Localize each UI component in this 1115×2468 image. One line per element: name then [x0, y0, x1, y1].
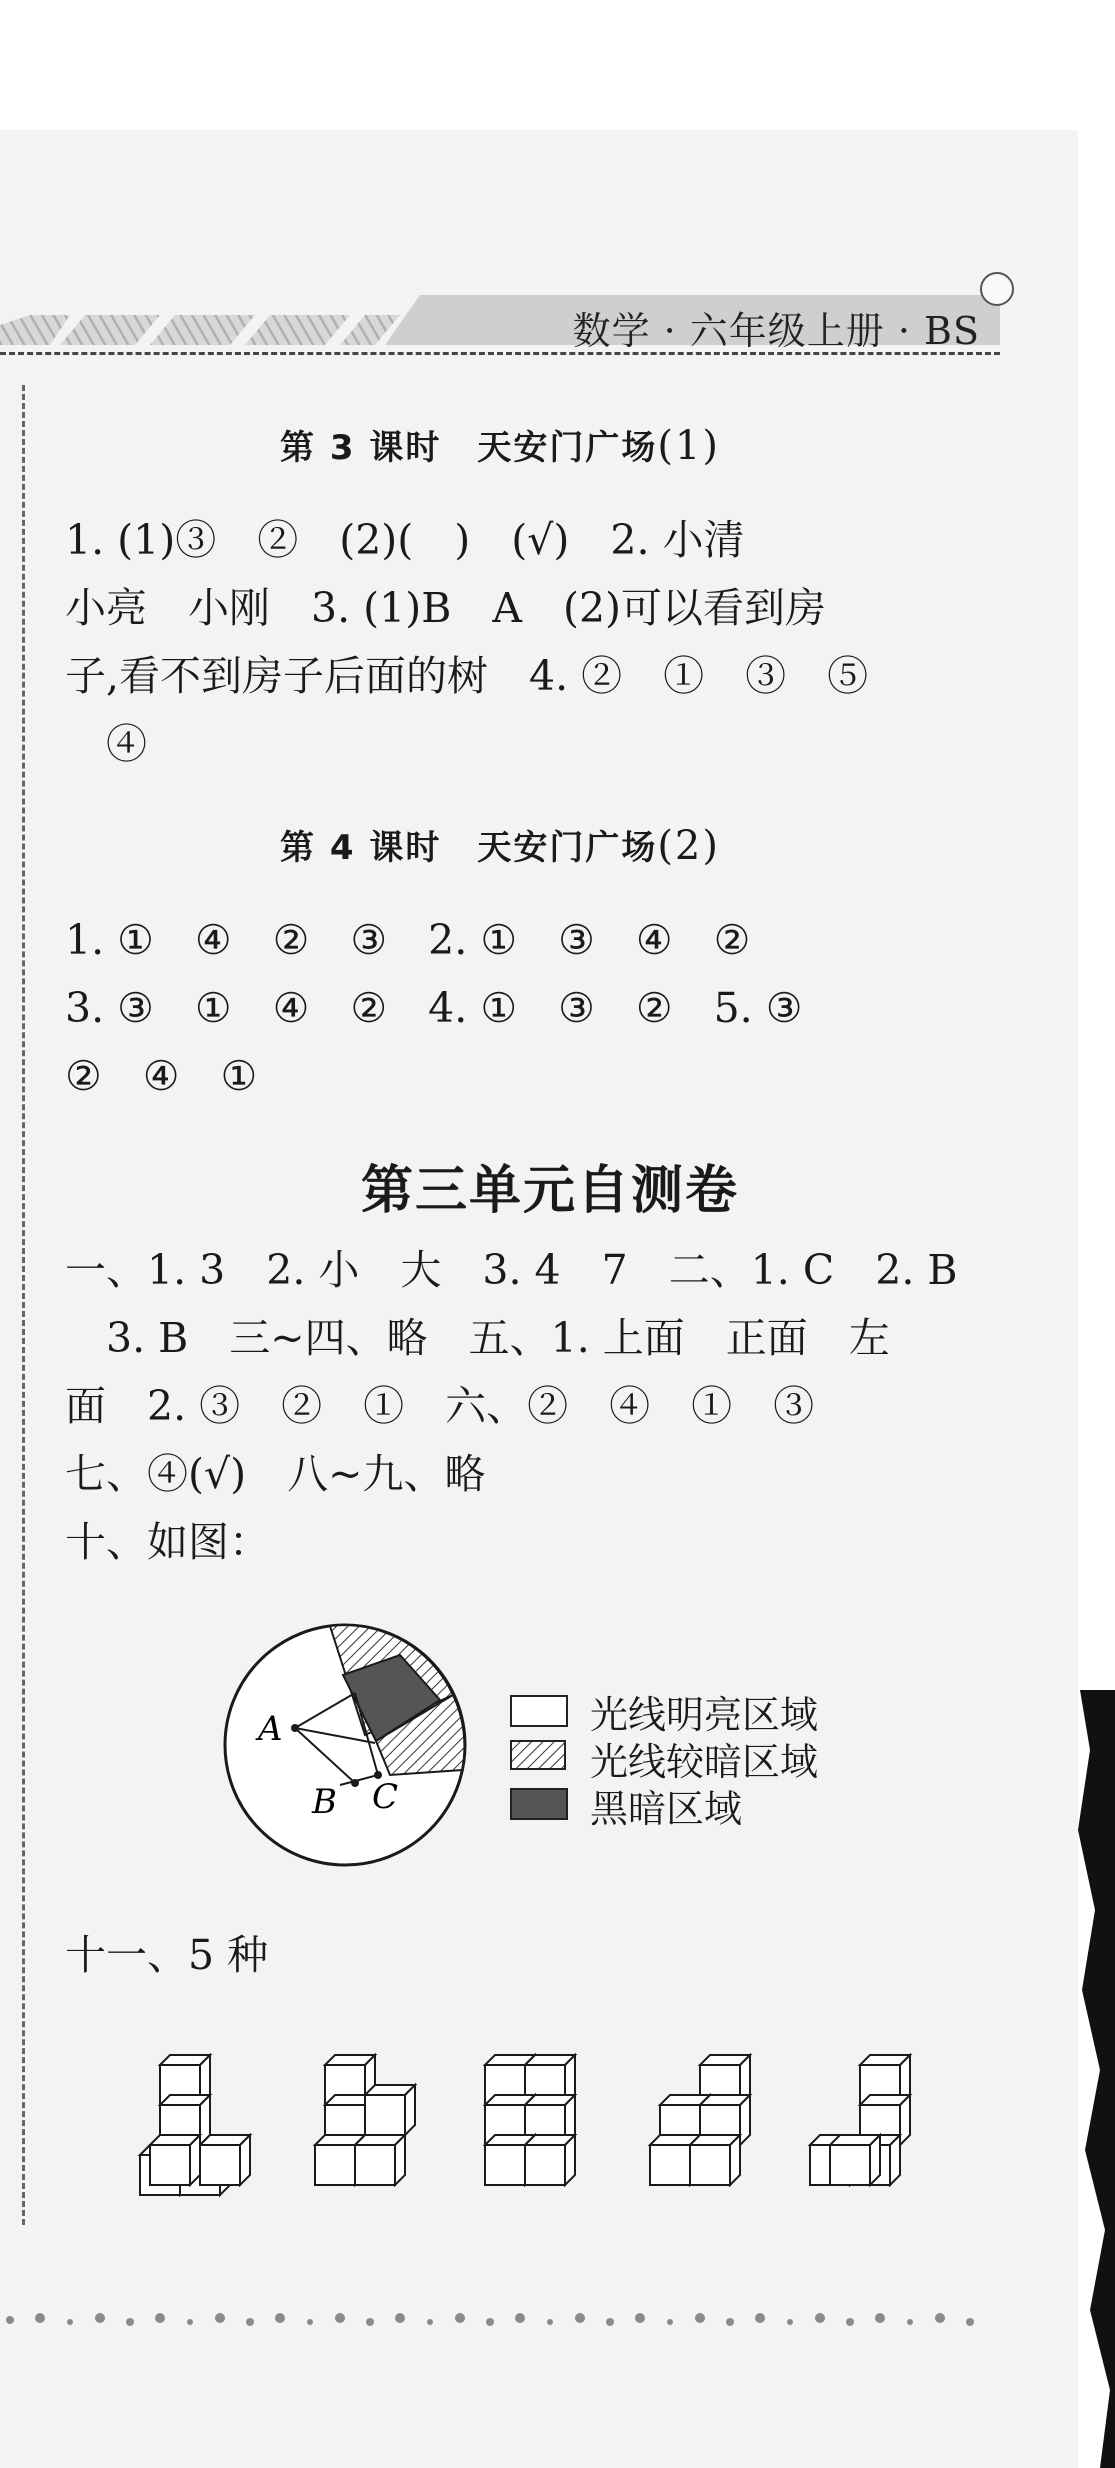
legend-label-bright: 光线明亮区域 — [590, 1693, 819, 1737]
cube-shape-1 — [140, 2055, 250, 2195]
unit-line-1: 一、1. 3 2. 小 大 3. 4 7 二、1. C 2. B — [65, 1246, 958, 1294]
unit-line-2: 3. B 三~四、略 五、1. 上面 正面 左 — [65, 1314, 890, 1362]
lesson3-line-2: 小亮 小刚 3. (1)B A (2)可以看到房 — [65, 584, 827, 632]
label-b: B — [312, 1782, 337, 1822]
header-dashed-rule — [0, 352, 1000, 355]
unit-line-eleven: 十一、5 种 — [65, 1931, 269, 1979]
cube-shape-2 — [315, 2055, 415, 2185]
point-a-dot — [291, 1724, 299, 1732]
unit-test-title: 第三单元自测卷 — [360, 1160, 739, 1221]
legend-swatch-hatched — [510, 1740, 568, 1772]
shadow-circle-figure — [200, 1615, 480, 1875]
lesson4-line-2: 3. ③ ① ④ ② 4. ① ③ ② 5. ③ — [65, 984, 803, 1032]
cube-shapes-row — [130, 2040, 950, 2220]
label-a: A — [258, 1709, 283, 1749]
lesson4-title — [0, 820, 1000, 869]
lesson3-title-paren: (1) — [657, 423, 720, 469]
lesson4-line-3: ② ④ ① — [65, 1052, 258, 1100]
point-b-dot — [351, 1779, 359, 1787]
unit-line-5: 十、如图： — [65, 1518, 270, 1566]
lesson4-title-text: 第 4 课时 天安门广场 — [279, 828, 658, 868]
legend-label-hatched: 光线较暗区域 — [590, 1740, 819, 1784]
corner-circle-icon — [980, 272, 1014, 306]
lesson3-title — [0, 420, 1000, 469]
lesson4-title-paren: (2) — [657, 823, 720, 869]
label-c: C — [372, 1777, 399, 1817]
legend-swatch-bright — [510, 1695, 568, 1727]
margin-dashed-rule — [22, 385, 25, 2225]
header-title: 数学 · 六年级上册 · BS — [572, 309, 980, 353]
page-edge-shadow — [1060, 1690, 1115, 2468]
cube-shape-4 — [650, 2055, 750, 2185]
lesson3-line-1: 1. (1)③ ② (2)( ) (√) 2. 小清 — [65, 516, 745, 564]
lesson3-line-4: ④ — [65, 720, 147, 768]
legend-swatch-dark — [510, 1788, 568, 1820]
unit-line-4: 七、④(√) 八~九、略 — [65, 1450, 486, 1498]
lesson3-title-text: 第 3 课时 天安门广场 — [279, 428, 658, 468]
lesson4-line-1: 1. ① ④ ② ③ 2. ① ③ ④ ② — [65, 916, 751, 964]
legend-label-dark: 黑暗区域 — [590, 1787, 743, 1831]
unit-line-3: 面 2. ③ ② ① 六、② ④ ① ③ — [65, 1382, 815, 1430]
cube-shape-3 — [485, 2055, 575, 2185]
lesson3-line-3: 子,看不到房子后面的树 4. ② ① ③ ⑤ — [65, 652, 869, 700]
bottom-dot-border — [0, 2300, 1000, 2340]
cube-shape-5 — [810, 2055, 910, 2185]
